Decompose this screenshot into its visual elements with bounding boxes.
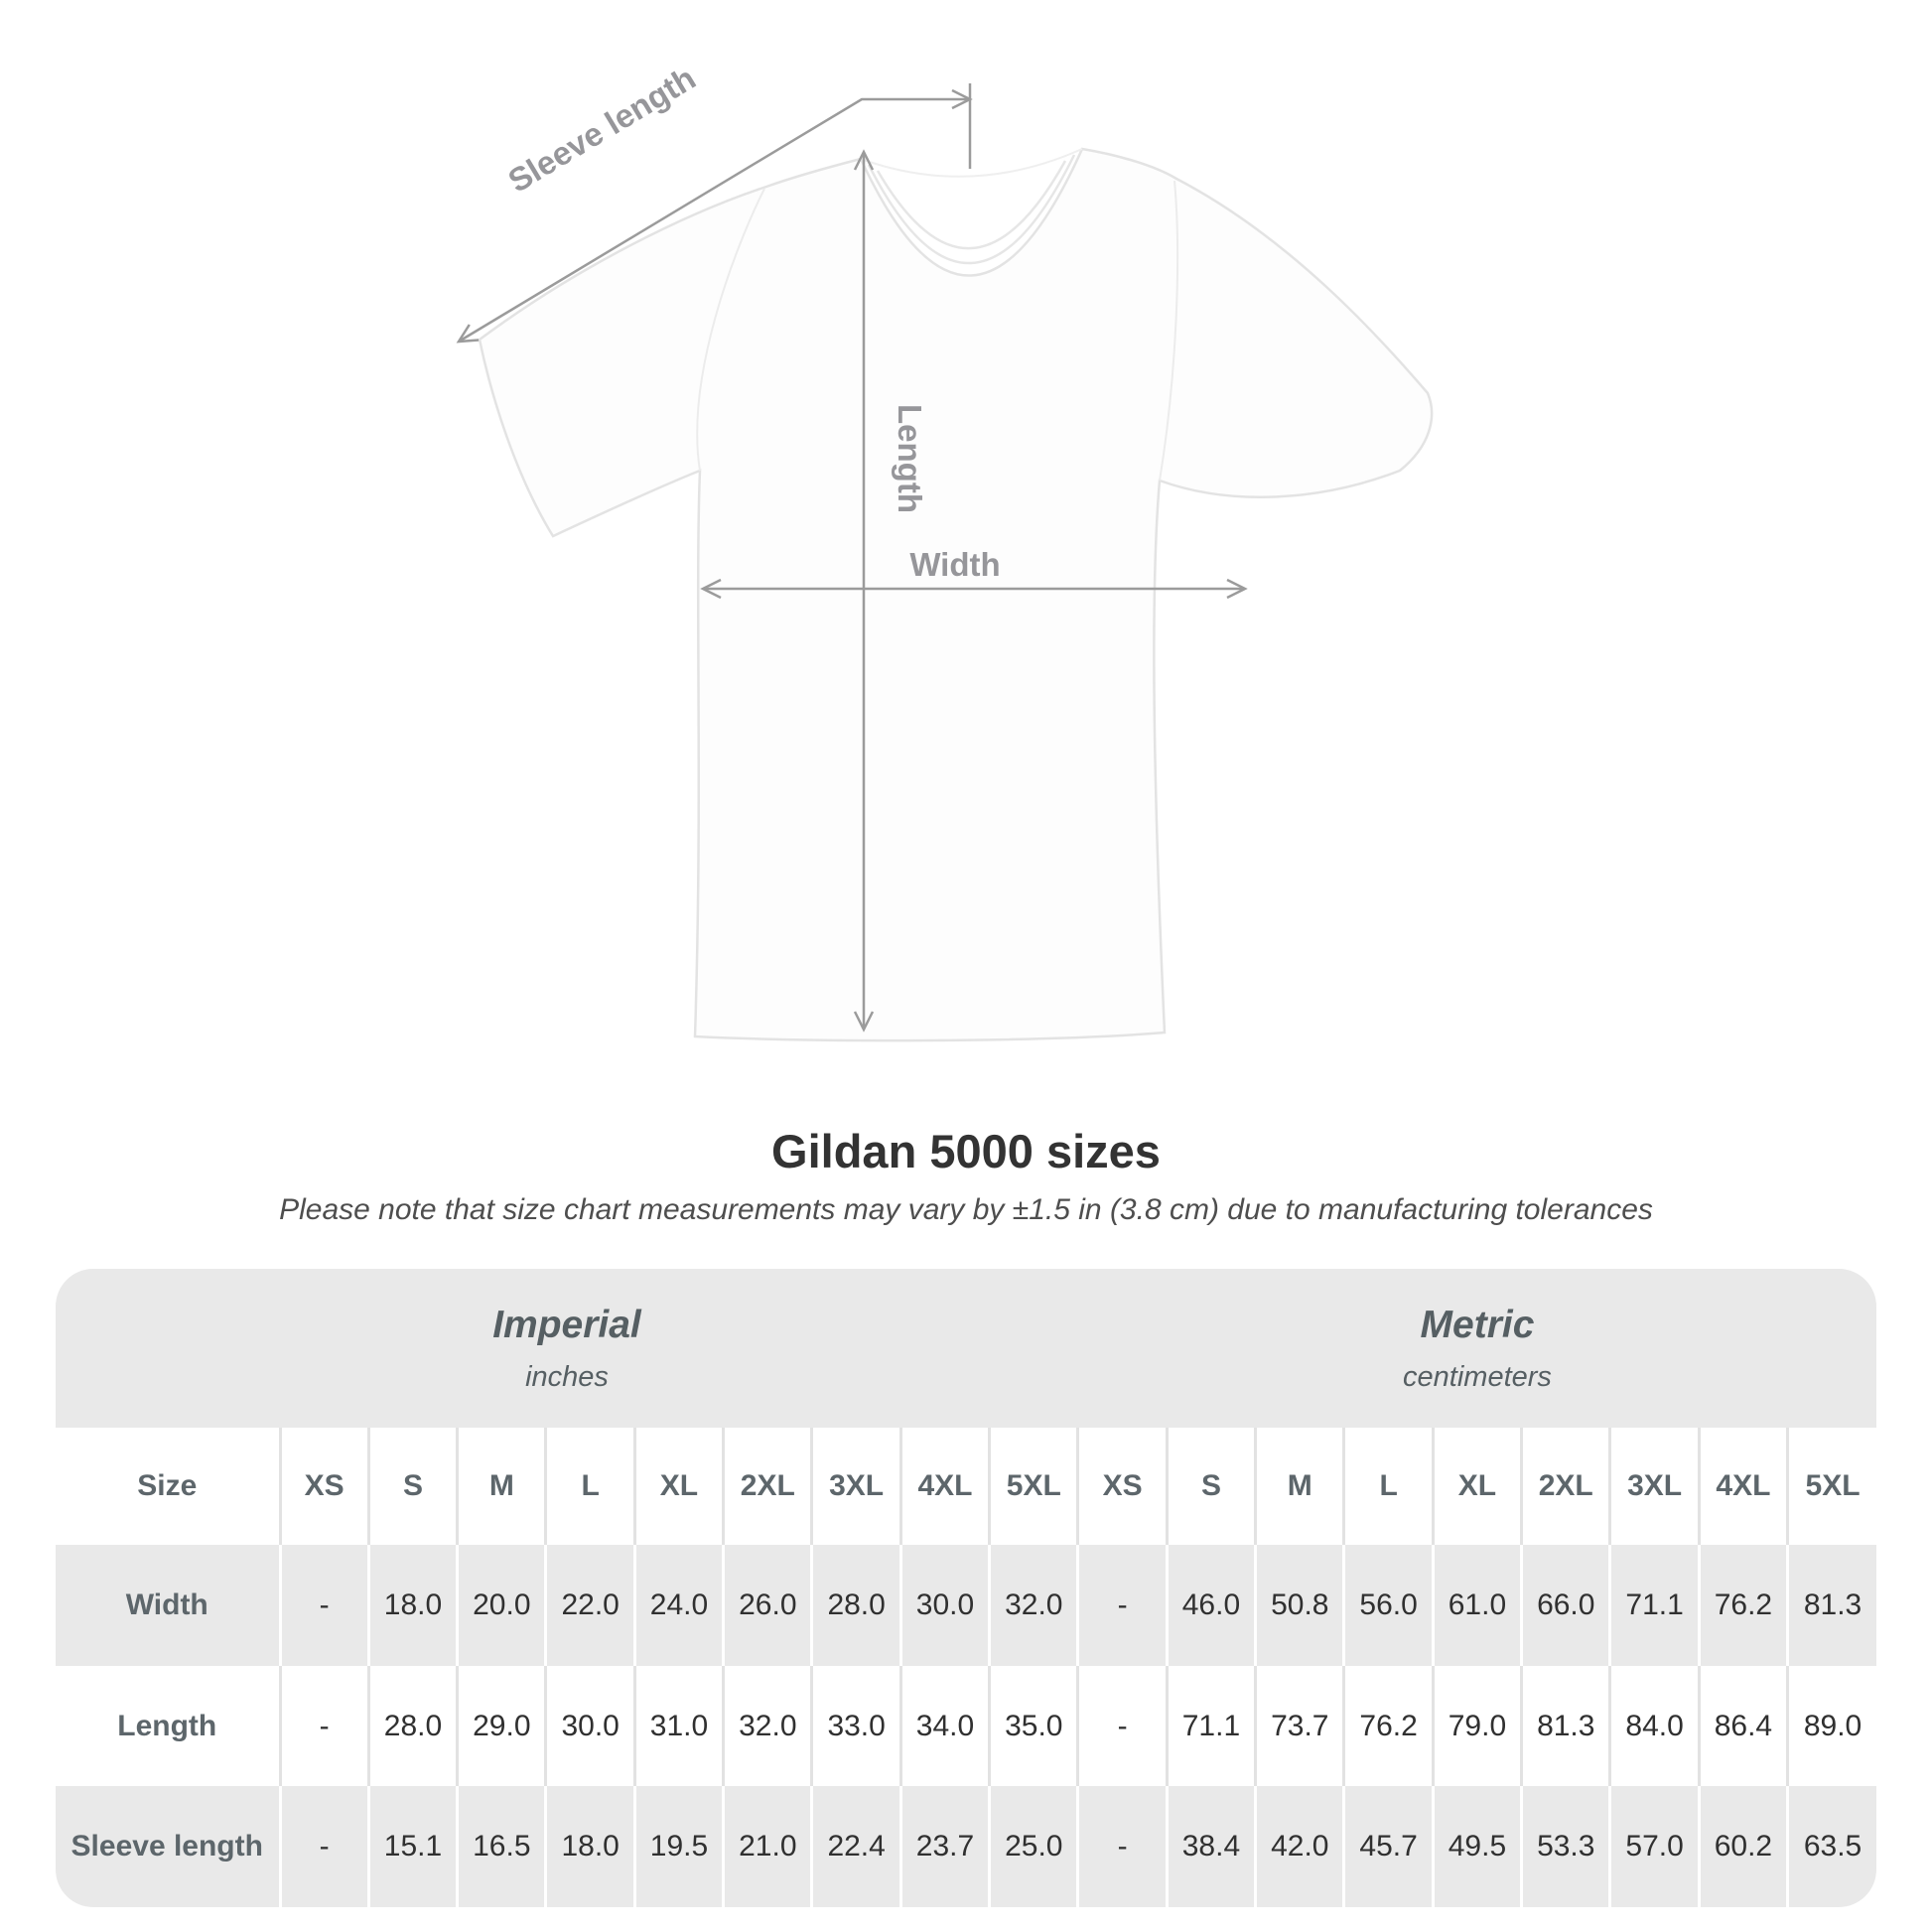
value-cell: 24.0 bbox=[634, 1545, 723, 1666]
value-cell: 49.5 bbox=[1433, 1786, 1521, 1907]
value-cell: 89.0 bbox=[1788, 1666, 1876, 1786]
value-cell: 28.0 bbox=[812, 1545, 900, 1666]
size-col-header: XL bbox=[634, 1428, 723, 1545]
value-cell: 76.2 bbox=[1699, 1545, 1787, 1666]
value-cell: 71.1 bbox=[1610, 1545, 1699, 1666]
table-row-length bbox=[56, 1666, 1876, 1786]
value-cell: 32.0 bbox=[990, 1545, 1078, 1666]
size-col-header: L bbox=[546, 1428, 634, 1545]
row-label: Sleeve length bbox=[56, 1786, 280, 1907]
value-cell: 23.7 bbox=[900, 1786, 989, 1907]
value-cell: 38.4 bbox=[1167, 1786, 1255, 1907]
value-cell: - bbox=[1078, 1545, 1167, 1666]
tshirt-illustration bbox=[480, 149, 1432, 1040]
value-cell: 28.0 bbox=[368, 1666, 457, 1786]
value-cell: - bbox=[280, 1545, 368, 1666]
value-cell: 86.4 bbox=[1699, 1666, 1787, 1786]
value-cell: 63.5 bbox=[1788, 1786, 1876, 1907]
page-title: Gildan 5000 sizes bbox=[771, 1125, 1161, 1177]
length-label: Length bbox=[892, 404, 928, 513]
sleeve-length-label: Sleeve length bbox=[501, 59, 702, 200]
value-cell: 16.5 bbox=[458, 1786, 546, 1907]
value-cell: 15.1 bbox=[368, 1786, 457, 1907]
size-col-header: 5XL bbox=[1788, 1428, 1876, 1545]
value-cell: 33.0 bbox=[812, 1666, 900, 1786]
size-col-header: XS bbox=[1078, 1428, 1167, 1545]
size-column-title: Size bbox=[56, 1428, 280, 1545]
value-cell: 18.0 bbox=[546, 1786, 634, 1907]
value-cell: 56.0 bbox=[1344, 1545, 1433, 1666]
collar-back-line bbox=[861, 149, 1082, 177]
value-cell: 45.7 bbox=[1344, 1786, 1433, 1907]
value-cell: 42.0 bbox=[1256, 1786, 1344, 1907]
metric-group-header bbox=[1078, 1269, 1876, 1428]
value-cell: 46.0 bbox=[1167, 1545, 1255, 1666]
size-col-header: 3XL bbox=[812, 1428, 900, 1545]
value-cell: 57.0 bbox=[1610, 1786, 1699, 1907]
size-col-header: 5XL bbox=[990, 1428, 1078, 1545]
tolerance-note: Please note that size chart measurements may vary by ±1.5 in (3.8 cm) due to manufacturing tolerances bbox=[279, 1193, 1653, 1226]
size-col-header: M bbox=[458, 1428, 546, 1545]
size-col-header: 4XL bbox=[1699, 1428, 1787, 1545]
imperial-group-header bbox=[56, 1269, 1078, 1428]
value-cell: 34.0 bbox=[900, 1666, 989, 1786]
value-cell: 21.0 bbox=[724, 1786, 812, 1907]
size-table-grid bbox=[56, 1269, 1876, 1907]
value-cell: 53.3 bbox=[1522, 1786, 1610, 1907]
size-header-row bbox=[56, 1428, 1876, 1545]
value-cell: 25.0 bbox=[990, 1786, 1078, 1907]
value-cell: 32.0 bbox=[724, 1666, 812, 1786]
size-col-header: M bbox=[1256, 1428, 1344, 1545]
row-label: Width bbox=[56, 1545, 280, 1666]
size-col-header: XL bbox=[1433, 1428, 1521, 1545]
value-cell: 26.0 bbox=[724, 1545, 812, 1666]
value-cell: 60.2 bbox=[1699, 1786, 1787, 1907]
size-col-header: 2XL bbox=[724, 1428, 812, 1545]
value-cell: 50.8 bbox=[1256, 1545, 1344, 1666]
value-cell: 79.0 bbox=[1433, 1666, 1521, 1786]
value-cell: 30.0 bbox=[900, 1545, 989, 1666]
metric-label: Metric bbox=[1420, 1303, 1535, 1346]
imperial-label: Imperial bbox=[492, 1303, 641, 1346]
tshirt-outline bbox=[480, 149, 1432, 1040]
metric-unit-label: centimeters bbox=[1403, 1360, 1552, 1393]
size-col-header: L bbox=[1344, 1428, 1433, 1545]
value-cell: - bbox=[1078, 1786, 1167, 1907]
value-cell: 30.0 bbox=[546, 1666, 634, 1786]
unit-group-row bbox=[56, 1269, 1876, 1428]
size-col-header: 3XL bbox=[1610, 1428, 1699, 1545]
value-cell: - bbox=[280, 1666, 368, 1786]
value-cell: 35.0 bbox=[990, 1666, 1078, 1786]
value-cell: 66.0 bbox=[1522, 1545, 1610, 1666]
value-cell: 81.3 bbox=[1788, 1545, 1876, 1666]
value-cell: 20.0 bbox=[458, 1545, 546, 1666]
value-cell: 81.3 bbox=[1522, 1666, 1610, 1786]
size-col-header: S bbox=[368, 1428, 457, 1545]
imperial-unit-label: inches bbox=[525, 1360, 609, 1393]
value-cell: 22.4 bbox=[812, 1786, 900, 1907]
value-cell: 61.0 bbox=[1433, 1545, 1521, 1666]
table-row-width bbox=[56, 1545, 1876, 1666]
size-col-header: S bbox=[1167, 1428, 1255, 1545]
value-cell: 76.2 bbox=[1344, 1666, 1433, 1786]
table-row-sleeve-length bbox=[56, 1786, 1876, 1907]
row-label: Length bbox=[56, 1666, 280, 1786]
value-cell: 73.7 bbox=[1256, 1666, 1344, 1786]
value-cell: - bbox=[1078, 1666, 1167, 1786]
size-col-header: 2XL bbox=[1522, 1428, 1610, 1545]
value-cell: 31.0 bbox=[634, 1666, 723, 1786]
value-cell: 71.1 bbox=[1167, 1666, 1255, 1786]
value-cell: 29.0 bbox=[458, 1666, 546, 1786]
value-cell: 84.0 bbox=[1610, 1666, 1699, 1786]
size-col-header: XS bbox=[280, 1428, 368, 1545]
value-cell: 22.0 bbox=[546, 1545, 634, 1666]
value-cell: - bbox=[280, 1786, 368, 1907]
size-table bbox=[56, 1269, 1876, 1907]
width-label: Width bbox=[909, 546, 1001, 583]
value-cell: 18.0 bbox=[368, 1545, 457, 1666]
size-col-header: 4XL bbox=[900, 1428, 989, 1545]
value-cell: 19.5 bbox=[634, 1786, 723, 1907]
